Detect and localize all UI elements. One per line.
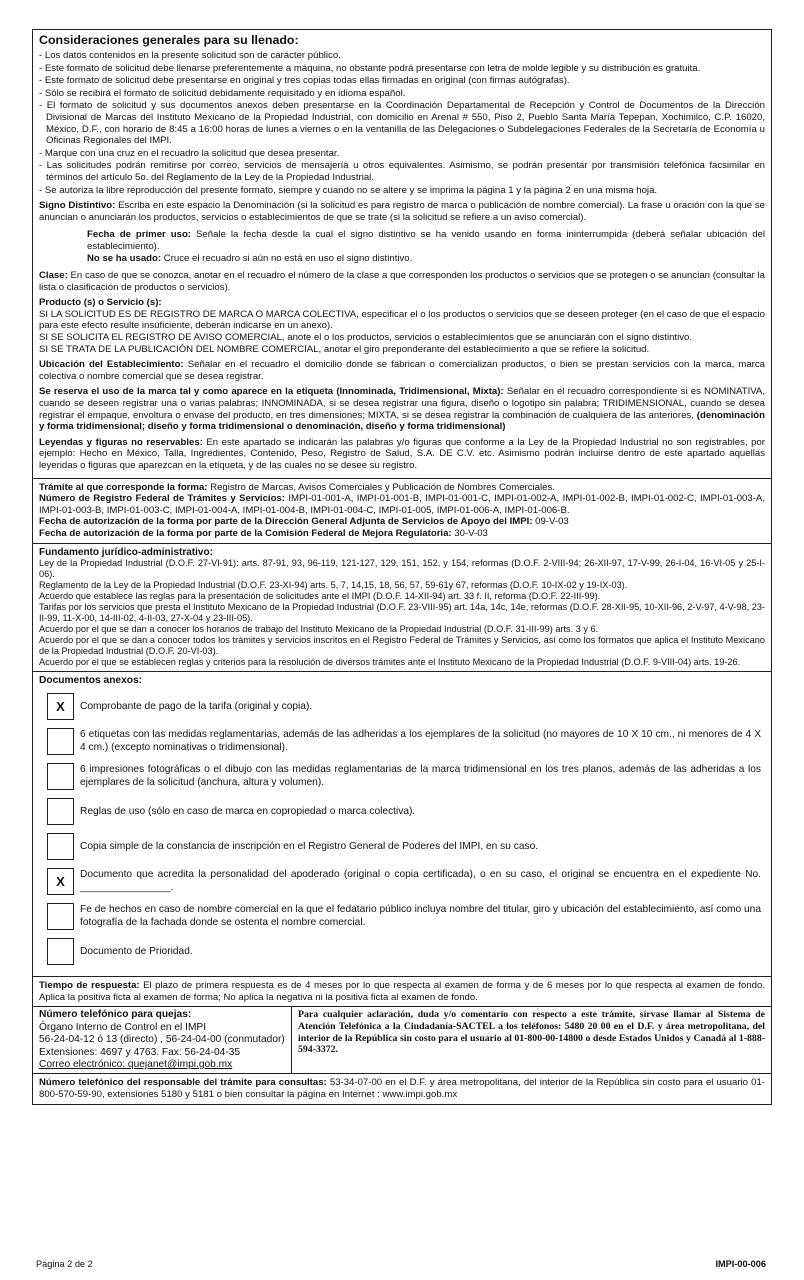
documento-label: Documento de Prioridad. bbox=[80, 945, 193, 957]
registro-text: IMPI-01-001-A, IMPI-01-001-B, IMPI-01-001-C, IMPI-01-002-A, IMPI-01-002-B, IMPI-01-002-C, IMPI-01-003-A, IMPI-01-003-B, IMPI-01-003-C, IMPI-01-004-A, IMPI-01-004-B, IMPI-01-004-C, IMPI-01-005, IMPI-01-006-A, IMPI-01-006-B. bbox=[39, 493, 765, 516]
clase-label: Clase: bbox=[39, 270, 68, 282]
sactel-text: Para cualquier aclaración, duda y/o comentario con respecto a este trámite, sírvase llamar al Sistema de Atención Telefónica a la Ciudadanía-SACTEL a los teléfonos: 5480 20 00 en el D.F. y área metropolitana, del interior de la República sin costo para el usuario al 01-800-00-14800 o desde Estados Unidos y Canadá al 1-888-594-3372. bbox=[298, 1009, 765, 1056]
autorizacion-impi-label: Fecha de autorización de la forma por parte de la Dirección General Adjunta de Servicios de Apoyo del IMPI: bbox=[39, 516, 533, 528]
general-bullet: - Las solicitudes podrán remitirse por correo, servicios de mensajería u otros equivalentes. Asimismo, se podrán presentar por transmisión telefónica facsimilar en términos del artículo 5o. del Reglamento de la Ley de la Propiedad Industrial. bbox=[39, 160, 765, 183]
documento-checkbox[interactable] bbox=[47, 763, 74, 790]
documento-item bbox=[47, 833, 765, 860]
documento-label: Comprobante de pago de la tarifa (original y copia). bbox=[80, 700, 313, 712]
fundamento-line: Acuerdo por el que se dan a conocer los horarios de trabajo del Instituto Mexicano de la Propiedad Industrial (D.O.F. 31-III-99) arts. 3 y 6. bbox=[39, 623, 599, 634]
reserva-text: Señalar en el recuadro correspondiente si es NOMINATIVA, cuando se deseen registrar una o varias palabras; INNOMINADA, si se desea registrar una figura, diseño o logotipo sin palabra; TRIDIMENSIONAL, cuando se desea registrar el empaque, envoltura o envase del producto, en tres dimensiones; MIXTA, si se desea registrar la combinación de cualquiera de las anteriores, bbox=[39, 386, 765, 421]
fecha-paragraph bbox=[39, 229, 765, 252]
fecha-label: Fecha de primer uso: bbox=[87, 229, 192, 241]
producto-line: SI SE TRATA DE LA PUBLICACIÓN DEL NOMBRE COMERCIAL, anotar el giro preponderante del establecimiento a que se refiere la solicitud. bbox=[39, 343, 650, 355]
documento-item bbox=[47, 868, 765, 895]
producto-paragraph bbox=[39, 297, 765, 355]
quejas-column bbox=[33, 1007, 292, 1073]
producto-line: SI LA SOLICITUD ES DE REGISTRO DE MARCA O MARCA COLECTIVA, especificar el o los productos o servicios que se deseen proteger (en el caso de que el espacio para este efecto resulte insuficiente, deberán indicarse en un anexo). bbox=[39, 308, 765, 332]
documento-label: 6 impresiones fotográficas o el dibujo con las medidas reglamentarias de la marca tridimensional en los tres planos, además de las adheridas a los ejemplares de la solicitud (anchura, altura y volumen). bbox=[80, 764, 761, 788]
nouso-text: Cruce el recuadro si aún no está en uso el signo distintivo. bbox=[161, 252, 413, 264]
form-frame bbox=[32, 29, 772, 1105]
signo-paragraph bbox=[39, 200, 765, 223]
fundamento-line: Ley de la Propiedad Industrial (D.O.F. 27-VI-91): arts. 87-91, 93, 96-119, 121-127, 129, 151, 152, y 154, reformas (D.O.F. 2-VIII-94; 26-XII-97, 17-V-99, 26-I-04, 16-VI-05 y 25-I-06). bbox=[39, 557, 765, 579]
documento-checkbox[interactable]: X bbox=[47, 868, 74, 895]
documento-label: Reglas de uso (sólo en caso de marca en copropiedad o marca colectiva). bbox=[80, 805, 416, 817]
documento-checkbox[interactable] bbox=[47, 833, 74, 860]
documento-checkbox[interactable] bbox=[47, 903, 74, 930]
clase-paragraph bbox=[39, 270, 765, 293]
quejas-email[interactable]: Correo electrónico: quejanet@impi.gob.mx bbox=[39, 1058, 233, 1070]
tramite-label: Trámite al que corresponde la forma: bbox=[39, 481, 208, 493]
producto-line: SI SE SOLICITA EL REGISTRO DE AVISO COMERCIAL, anote el o los productos, servicios o establecimientos que se anunciarán con el signo distintivo. bbox=[39, 332, 693, 344]
leyendas-label: Leyendas y figuras no reservables: bbox=[39, 436, 203, 448]
general-bullet: - Marque con una cruz en el recuadro la solicitud que desea presentar. bbox=[39, 147, 340, 159]
documento-checkbox[interactable] bbox=[47, 938, 74, 965]
general-bullet: - Sólo se recibirá el formato de solicitud debidamente requisitado y en idioma español. bbox=[39, 87, 406, 99]
registro-line bbox=[39, 493, 765, 516]
autorizacion-impi-text: 09-V-03 bbox=[532, 516, 569, 528]
reserva-label: Se reserva el uso de la marca tal y como aparece en la etiqueta (Innominada, Tridimensional, Mixta): bbox=[39, 386, 504, 398]
consultas-section bbox=[33, 1073, 771, 1103]
leyendas-paragraph bbox=[39, 437, 765, 472]
general-bullet: - Este formato de solicitud debe presentarse en original y tres copias todas ellas firmadas en original (con firmas autógrafas). bbox=[39, 75, 570, 87]
documento-label: 6 etiquetas con las medidas reglamentarias, además de las adheridas a los ejemplares de la solicitud (no mayores de 10 X 10 cm., ni menores de 4 X 4 cm.) (excepto nominativas o tridimensional). bbox=[80, 729, 761, 753]
nouso-paragraph bbox=[39, 253, 765, 265]
documento-label: Fe de hechos en caso de nombre comercial en la que el fedatario público incluya nombre del titular, giro y ubicación del establecimiento, así como una fotografía de la fachada donde se ostenta el nombre comercial. bbox=[80, 904, 761, 928]
respuesta-text: El plazo de primera respuesta es de 4 meses por lo que respecta al examen de forma y de 6 meses por lo que respecta al examen de fondo. Aplica la positiva ficta al examen de forma; No aplica la negativa ni la positiva ficta al examen de fondo. bbox=[39, 980, 765, 1003]
leyendas-text: En este apartado se indicarán las palabras y/o figuras que conforme a la Ley de la Propiedad Industrial no son registrables, por ejemplo: Hecho en México, Talla, Ingredientes, Contenido, Peso, Registro de Salud, S.A. DE C.V. etc. Asimismo podrán incluirse dentro de este apartado aquellas leyendas o figuras que aparezcan en la etiqueta, y de las cuales no se desee su registro. bbox=[39, 436, 765, 471]
ubicacion-paragraph bbox=[39, 359, 765, 382]
documento-checkbox[interactable]: X bbox=[47, 693, 74, 720]
respuesta-label: Tiempo de respuesta: bbox=[39, 980, 140, 992]
documento-item bbox=[47, 763, 765, 790]
clase-text: En caso de que se conozca, anotar en el recuadro el número de la clase a que corresponden los productos o servicios que se protegen o se anuncian (consultar la lista o clasificación de productos o servicios). bbox=[39, 270, 765, 293]
documento-label: Copia simple de la constancia de inscripción en el Registro General de Poderes del IMPI, en su caso. bbox=[80, 840, 539, 852]
producto-label: Producto (s) o Servicio (s): bbox=[39, 297, 162, 309]
nouso-label: No se ha usado: bbox=[87, 252, 162, 264]
fundamento-line: Reglamento de la Ley de la Propiedad Industrial (D.O.F. 23-XI-94) arts. 5, 7, 14,15, 18, 56, 57, 59-61y 67, reformas (D.O.F. 10-IX-02 y 19-IX-03). bbox=[39, 579, 628, 590]
autorizacion-cofemer-label: Fecha de autorización de la forma por parte de la Comisión Federal de Mejora Regulatoria: bbox=[39, 527, 452, 539]
documento-label: Documento que acredita la personalidad del apoderado (original o copia certificada), o en su caso, el original se encuentra en el expediente No. ________________. bbox=[80, 869, 761, 893]
quejas-line: 56-24-04-12 ó 13 (directo) , 56-24-04-00 (conmutador) bbox=[39, 1034, 285, 1046]
general-bullet: - Se autoriza la libre reproducción del presente formato, siempre y cuando no se altere y se imprima la página 1 y la página 2 en una misma hoja. bbox=[39, 184, 658, 196]
fundamento-line: Tarifas por los servicios que presta el Instituto Mexicano de la Propiedad Industrial (D.O.F. 23-VIII-95) art. 14a, 14c, 14e, reformas (D.O.F. 28-XII-95, 10-XII-96, 2-V-97, 4-V-98, 23-II-99, 11-X-00, 14-III-02, 4-II-03, 27-X-04 y 23-III-05). bbox=[39, 601, 765, 623]
tramite-text: Registro de Marcas, Avisos Comerciales y Publicación de Nombres Comerciales. bbox=[207, 481, 555, 493]
general-section bbox=[33, 30, 771, 478]
consultas-text: 53-34-07-00 en el D.F. y área metropolitana, del interior de la República sin costo para el usuario 01-800-570-59-90, extensiones 5180 y 5181 o bien consultar la página en Internet : www.impi.gob.mx bbox=[39, 1077, 765, 1100]
autorizacion-cofemer-line bbox=[39, 528, 765, 540]
general-bullet: - El formato de solicitud y sus documentos anexos deben presentarse en la Coordinación Departamental de Recepción y Control de Documentos de la Dirección Divisional de Marcas del Instituto Mexicano de la Propiedad Industrial, con domicilio en Arenal # 550, Piso 2, Pueblo Santa María Tepepan, Xochimilco, C.P. 16020, México, D.F., con horario de 8:45 a 16:00 horas de lunes a viernes o en la ventanilla de las Delegaciones o Subdelegaciones Federales de la Secretaría de Economía u Oficinas Regionales del IMPI. bbox=[39, 100, 765, 147]
fundamento-line: Acuerdo por el que se establecen reglas y criterios para la resolución de diversos trámites ante el Instituto Mexicano de la Propiedad Industrial (D.O.F. 9-VIII-04) arts. 19-26. bbox=[39, 656, 741, 667]
fundamento-line: Acuerdo por el que se dan a conocer todos los trámites y servicios inscritos en el Registro Federal de Trámites y Servicios, así como los formatos que aplica el Instituto Mexicano de la Propiedad Industrial (D.O.F. 20-VI-03). bbox=[39, 634, 765, 656]
general-bullet: - Este formato de solicitud debe llenarse preferentemente a máquina, no obstante podrá presentarse con letra de molde legible y su distribución es gratuita. bbox=[39, 62, 701, 74]
signo-text: Escriba en este espacio la Denominación (si la solicitud es para registro de marca o publicación de nombre comercial). La frase u oración con la que se anuncian o anunciarán los productos, servicios o establecimientos de que se trate (si la solicitud se refiere a un aviso comercial). bbox=[39, 200, 765, 223]
documento-item bbox=[47, 728, 765, 755]
quejas-label: Número telefónico para quejas: bbox=[39, 1009, 192, 1021]
reserva-bold-end: (denominación y forma tridimensional; diseño y forma tridimensional o denominación, diseño y forma tridimensional) bbox=[39, 409, 765, 433]
fecha-text: Señale la fecha desde la cual el signo distintivo se ha venido usando en forma ininterrumpida (deberá señalar ubicación del establecimiento). bbox=[87, 229, 765, 252]
ubicacion-text: Señalar en el recuadro el domicilio donde se fabrican o comercializan productos, o bien se prestan servicios con la marca, marca colectiva o nombre comercial que se desea registrar. bbox=[39, 359, 766, 382]
signo-label: Signo Distintivo: bbox=[39, 200, 116, 212]
quejas-line: Extensiones: 4697 y 4763. Fax: 56-24-04-35 bbox=[39, 1046, 241, 1058]
general-title: Consideraciones generales para su llenado: bbox=[39, 33, 299, 47]
form-code: IMPI-00-006 bbox=[715, 1259, 766, 1269]
documento-item bbox=[47, 798, 765, 825]
documento-item bbox=[47, 693, 765, 720]
quejas-line: Órgano Interno de Control en el IMPI bbox=[39, 1021, 207, 1033]
general-bullet: - Los datos contenidos en la presente solicitud son de carácter público. bbox=[39, 50, 341, 61]
consultas-label: Número telefónico del responsable del trámite para consultas: bbox=[39, 1077, 327, 1089]
page-number: Página 2 de 2 bbox=[36, 1259, 93, 1269]
reserva-paragraph bbox=[39, 386, 765, 432]
documento-item bbox=[47, 903, 765, 930]
autorizacion-cofemer-text: 30-V-03 bbox=[451, 527, 488, 539]
quejas-section bbox=[33, 1006, 771, 1073]
documentos-section bbox=[33, 671, 771, 977]
documentos-title: Documentos anexos: bbox=[39, 674, 143, 686]
fundamento-title: Fundamento jurídico-administrativo: bbox=[39, 546, 213, 558]
tramite-line bbox=[39, 482, 765, 494]
registro-label: Número de Registro Federal de Trámites y Servicios: bbox=[39, 493, 285, 505]
tramite-section bbox=[33, 478, 771, 543]
fundamento-line: Acuerdo que establece las reglas para la presentación de solicitudes ante el IMPI (D.O.F. 14-XII-94) art. 33 f. II, reforma (D.O.F. 22-III-99). bbox=[39, 590, 601, 601]
page-footer bbox=[36, 1259, 766, 1269]
fundamento-section bbox=[33, 543, 771, 671]
autorizacion-impi-line bbox=[39, 516, 765, 528]
respuesta-section bbox=[33, 976, 771, 1006]
documento-checkbox[interactable] bbox=[47, 798, 74, 825]
documento-item bbox=[47, 938, 765, 965]
documento-checkbox[interactable] bbox=[47, 728, 74, 755]
ubicacion-label: Ubicación del Establecimiento: bbox=[39, 359, 184, 371]
